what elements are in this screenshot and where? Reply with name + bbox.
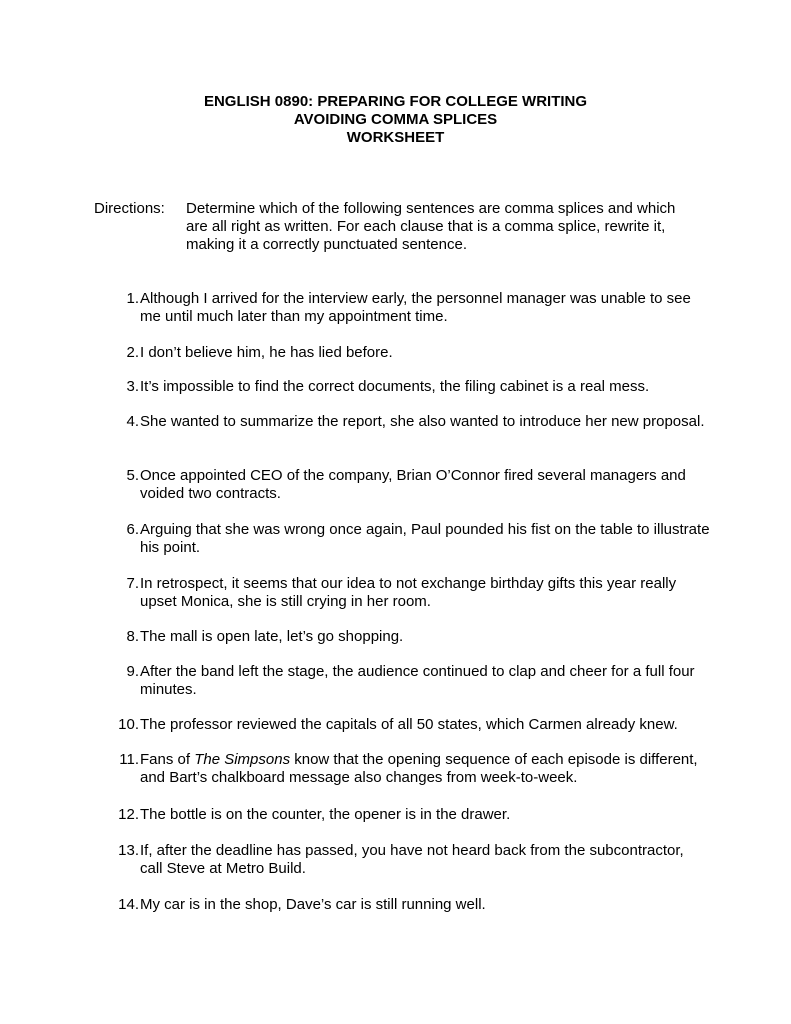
question-text: She wanted to summarize the report, she also wanted to introduce her new proposal. [140,413,705,430]
question-number: 14. [118,896,139,913]
question-number: 3. [126,378,139,395]
question-number: 11. [119,751,139,768]
question-text: If, after the deadline has passed, you have not heard back from the subcontractor, call Steve at Metro Build. [140,842,684,877]
question-number: 1. [126,290,139,307]
question-text [140,751,710,787]
question-number: 8. [126,628,139,645]
question-number: 9. [126,663,139,680]
directions-label: Directions: [94,200,165,217]
question-text: After the band left the stage, the audience continued to clap and cheer for a full four minutes. [140,663,695,698]
question-text: The mall is open late, let’s go shopping. [140,628,404,645]
question-number: 7. [126,575,139,592]
question-number: 2. [126,344,139,361]
question-text: Arguing that she was wrong once again, Paul pounded his fist on the table to illustrate his point. [140,521,710,556]
question-text-start: Fans of [140,751,195,768]
question-text: The bottle is on the counter, the opener is in the drawer. [140,806,511,823]
question-number: 12. [118,806,139,823]
question-text: Although I arrived for the interview early, the personnel manager was unable to see me until much later than my appointment time. [140,290,691,325]
question-text: I don’t believe him, he has lied before. [140,344,393,361]
question-text: My car is in the shop, Dave’s car is still running well. [140,896,486,913]
question-number: 4. [126,413,139,430]
question-number: 13. [118,842,139,859]
question-text: The professor reviewed the capitals of all 50 states, which Carmen already knew. [140,716,678,733]
question-number: 6. [126,521,139,538]
question-number: 5. [126,467,139,484]
question-text-end: know that the opening sequence of each episode is different, and Bart’s chalkboard message also changes from week-to-week. [140,751,698,786]
question-text: Once appointed CEO of the company, Brian O’Connor fired several managers and voided two contracts. [140,467,686,502]
course-title: ENGLISH 0890: PREPARING FOR COLLEGE WRITING [203,93,588,110]
directions-text: Determine which of the following sentences are comma splices and which are all right as written. For each clause that is a comma splice, rewrite it, making it a correctly punctuated sentence. [186,200,676,253]
worksheet-topic: AVOIDING COMMA SPLICES [293,111,498,128]
show-title: The Simpsons [194,751,291,768]
question-text: It’s impossible to find the correct documents, the filing cabinet is a real mess. [140,378,650,395]
worksheet-label: WORKSHEET [346,129,445,146]
question-number: 10. [118,716,139,733]
question-text: In retrospect, it seems that our idea to not exchange birthday gifts this year really upset Monica, she is still crying in her room. [140,575,677,610]
